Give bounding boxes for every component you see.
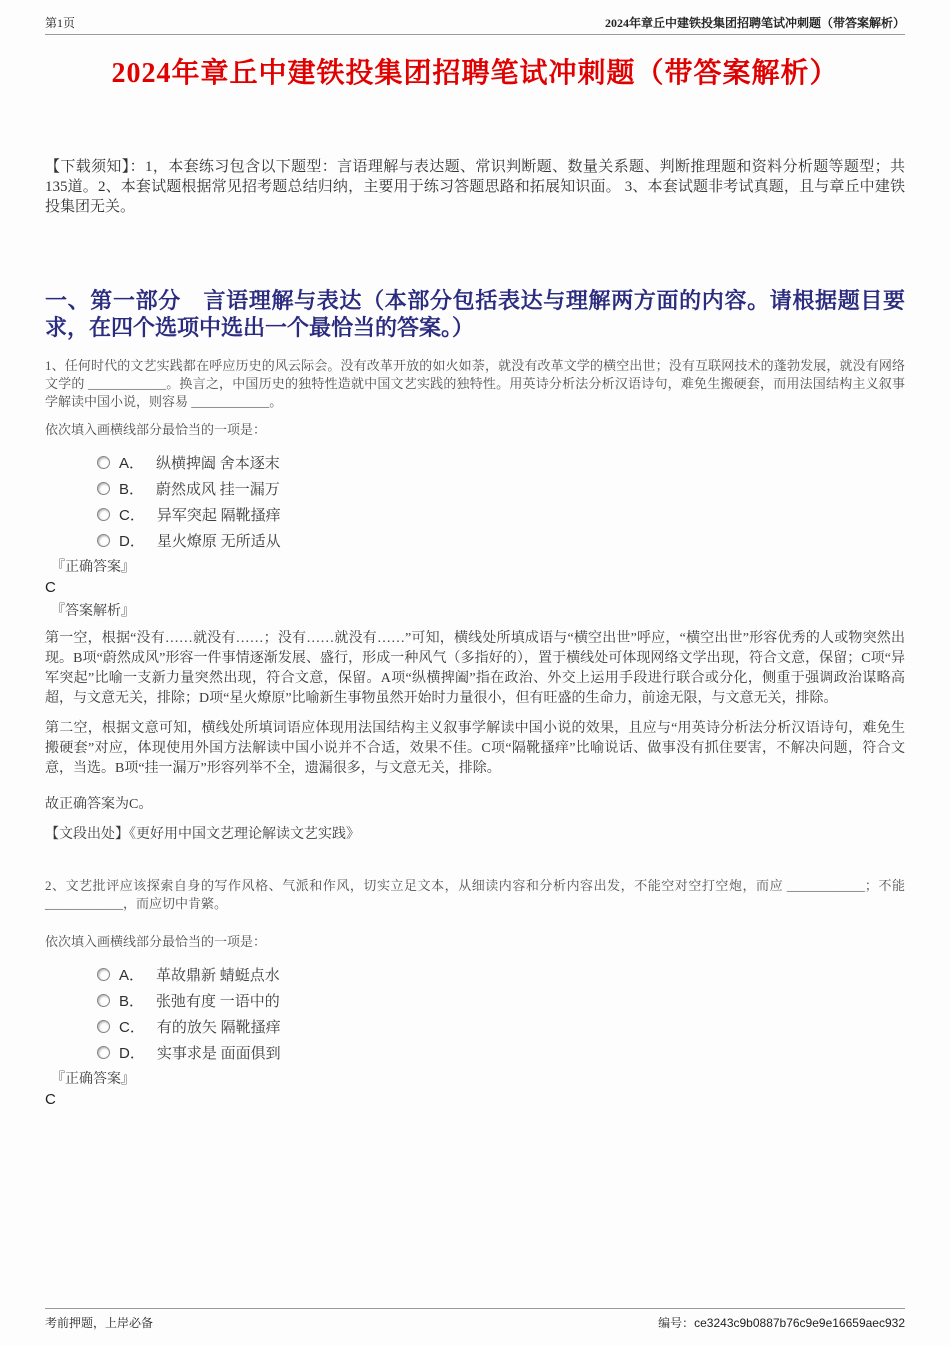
option-letter: D．: [119, 1044, 145, 1062]
question-1-block: [45, 357, 905, 845]
footer-slogan: 考前押题，上岸必备: [45, 1316, 154, 1330]
correct-answer-label: 『正确答案』: [51, 560, 135, 575]
question-2-block: [45, 877, 905, 1109]
option-letter: A．: [119, 966, 145, 984]
option-letter: C．: [119, 1018, 145, 1036]
question-1-option-c[interactable]: [97, 501, 905, 527]
option-text: 有的放矢 隔靴搔痒: [156, 1019, 281, 1036]
section-heading: 一、第一部分 言语理解与表达（本部分包括表达与理解两方面的内容。请根据题目要求，在四个选项中选出一个最恰当的答案。）: [45, 288, 905, 340]
option-text: 实事求是 面面俱到: [156, 1045, 281, 1062]
option-letter: C．: [119, 506, 145, 524]
radio-button[interactable]: [97, 534, 110, 547]
question-2-options: [45, 961, 905, 1065]
analysis-paragraph-1: 第一空，根据“没有……就没有……；没有……就没有……”可知，横线处所填成语与“横空出世”呼应，“横空出世”形容优秀的人或物突然出现。B项“蔚然成风”形容一件事情逐渐发展、盛行，形成一种风气（多指好的），置于横线处可体现网络文学出现，符合文意，保留；C项“异军突起”比喻一支新力量突然出现，符合文意，保留。A项“纵横捭阖”指在政治、外交上运用手段进行联合或分化，侧重于强调政治谋略高超，与文意无关，排除；D项“星火燎原”比喻新生事物虽然开始时力量很小，但有旺盛的生命力，前途无限，与文意无关，排除。: [45, 631, 905, 706]
option-letter: B．: [119, 480, 145, 498]
radio-button[interactable]: [97, 1046, 110, 1059]
correct-answer-value: C: [45, 579, 56, 596]
option-text: 纵横捭阖 舍本逐末: [156, 455, 280, 472]
correct-answer-label: 『正确答案』: [51, 1072, 135, 1087]
question-1-option-a[interactable]: [97, 449, 905, 475]
passage-source: 【文段出处】《更好用中国文艺理论解读文艺实践》: [45, 827, 360, 842]
option-letter: D．: [119, 532, 145, 550]
document-title: 2024年章丘中建铁投集团招聘笔试冲刺题（带答案解析）: [111, 58, 839, 89]
question-2-option-c[interactable]: [97, 1013, 905, 1039]
question-2-option-b[interactable]: [97, 987, 905, 1013]
option-text: 蔚然成风 挂一漏万: [156, 481, 280, 498]
radio-button[interactable]: [97, 508, 110, 521]
question-2-option-a[interactable]: [97, 961, 905, 987]
page-number: 第1页: [45, 16, 76, 30]
header-doc-title: 2024年章丘中建铁投集团招聘笔试冲刺题（带答案解析）: [604, 16, 905, 30]
download-notice: 【下载须知】：1，本套练习包含以下题型：言语理解与表达题、常识判断题、数量关系题、判断推理题和资料分析题等题型；共135道。2、本套试题根据常见招考题总结归纳，主要用于练习答题思路和拓展知识面。 3、本套试题非考试真题，且与章丘中建铁投集团无关。: [45, 159, 905, 215]
radio-button[interactable]: [97, 456, 110, 469]
question-1-stem: 1、任何时代的文艺实践都在呼应历史的风云际会。没有改革开放的如火如荼，就没有改革文学的横空出世；没有互联网技术的蓬勃发展，就没有网络文学的 ____________。换言之，中国历史的独特性造就中国文艺实践的独特性。用英诗分析法分析汉语诗句，难免生搬硬套，而用法国结构主义叙事学解读中国小说，则容易 ____________。: [45, 358, 905, 409]
radio-button[interactable]: [97, 482, 110, 495]
question-2-stem: 2、文艺批评应该探索自身的写作风格、气派和作风，切实立足文本，从细读内容和分析内容出发，不能空对空打空炮，而应 ____________；不能 ____________，而应切中肯綮。: [45, 878, 905, 911]
question-1-prompt: 依次填入画横线部分最恰当的一项是：: [45, 422, 267, 437]
page-header: [45, 0, 905, 35]
analysis-label: 『答案解析』: [51, 604, 135, 619]
option-text: 异军突起 隔靴搔痒: [156, 507, 281, 524]
radio-button[interactable]: [97, 994, 110, 1007]
analysis-conclusion: 故正确答案为C。: [45, 797, 153, 812]
correct-answer-value: C: [45, 1091, 56, 1108]
radio-button[interactable]: [97, 1020, 110, 1033]
analysis-paragraph-2: 第二空，根据文意可知，横线处所填词语应体现用法国结构主义叙事学解读中国小说的效果，且应与“用英诗分析法分析汉语诗句，难免生搬硬套”对应，体现使用外国方法解读中国小说并不合适，效果不佳。C项“隔靴搔痒”比喻说话、做事没有抓住要害，不解决问题，符合文意，当选。B项“挂一漏万”形容列举不全，遗漏很多，与文意无关，排除。: [45, 721, 905, 776]
question-2-prompt: 依次填入画横线部分最恰当的一项是：: [45, 934, 267, 949]
question-1-option-b[interactable]: [97, 475, 905, 501]
footer-serial-number: 编号：ce3243c9b0887b76c9e9e16659aec932: [658, 1316, 905, 1330]
radio-button[interactable]: [97, 968, 110, 981]
option-letter: A．: [119, 454, 145, 472]
question-1-options: [45, 449, 905, 553]
question-1-option-d[interactable]: [97, 527, 905, 553]
option-text: 张弛有度 一语中的: [156, 993, 280, 1010]
page-footer: [45, 1308, 905, 1331]
option-letter: B．: [119, 992, 145, 1010]
option-text: 星火燎原 无所适从: [156, 533, 281, 550]
question-2-option-d[interactable]: [97, 1039, 905, 1065]
option-text: 革故鼎新 蜻蜓点水: [156, 967, 280, 984]
